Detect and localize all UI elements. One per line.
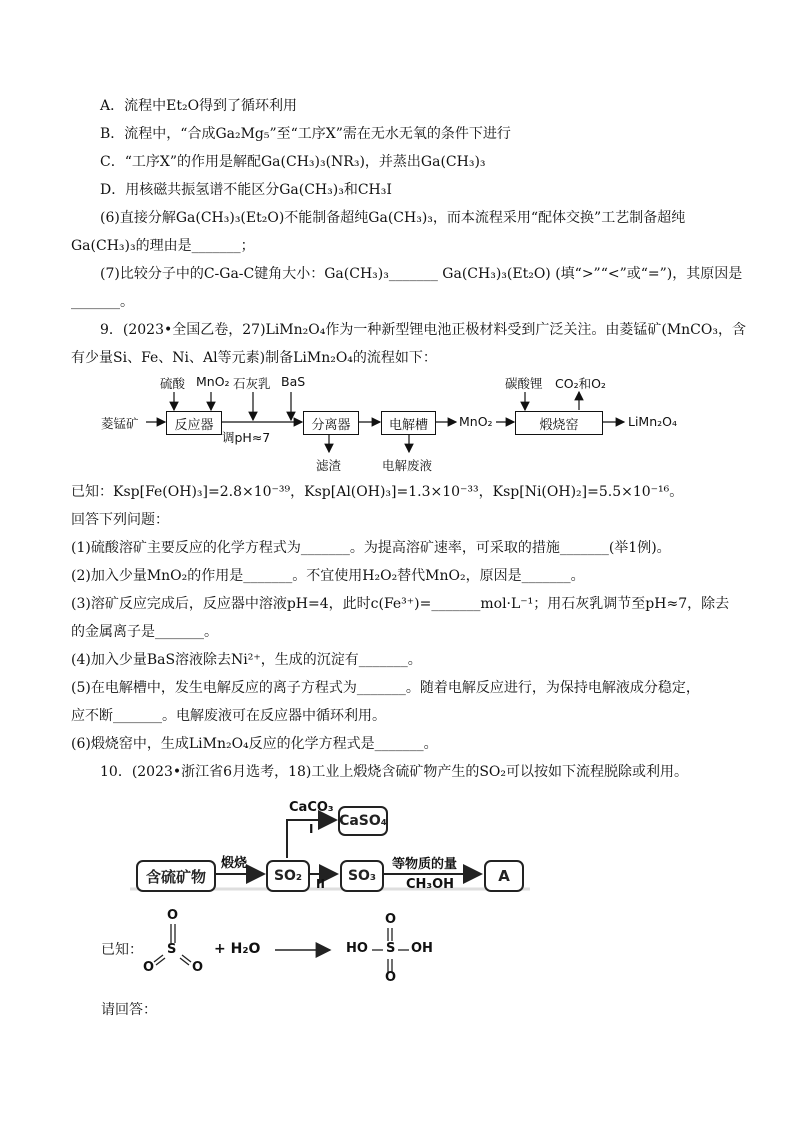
flow-lime: 石灰乳	[233, 376, 271, 391]
q8-sub7-line2: _______。	[71, 294, 134, 310]
q10-step2-label: II	[316, 877, 325, 891]
h2so4-bottom-oxygen: O	[385, 970, 397, 985]
q9-sub3-line2: 的金属离子是_______。	[71, 624, 218, 640]
q10-caso4-box: CaSO₄	[338, 806, 388, 836]
flow-cell-box: 电解槽	[381, 411, 436, 435]
flow-acid: 硫酸	[160, 376, 186, 391]
q10-ch3oh-label: CH₃OH	[406, 877, 455, 892]
so3-right-oxygen: O	[192, 960, 204, 975]
q10-so3-box: SO₃	[340, 860, 384, 892]
q10-so2-box: SO₂	[266, 860, 310, 892]
flow-co2o2: CO₂和O₂	[555, 376, 606, 391]
flow-kiln-box: 煅烧窑	[515, 411, 603, 435]
so3-sulfur: S	[167, 942, 177, 957]
flow-li2co3: 碳酸锂	[505, 376, 543, 391]
q9-sub2: (2)加入少量MnO₂的作用是_______。不宜使用H₂O₂替代MnO₂，原因是_______。	[71, 568, 585, 584]
q9-sub5-line1: (5)在电解槽中，发生电解反应的离子方程式为_______。随着电解反应进行，为保持电解液成分稳定，	[71, 680, 700, 696]
q10-known-label: 已知：	[101, 942, 143, 958]
flow-waste: 电解废液	[382, 458, 433, 473]
flow-final: LiMn₂O₄	[628, 414, 678, 429]
h2so4-right-oh: OH	[411, 941, 433, 956]
q10-mineral-box: 含硫矿物	[136, 860, 216, 892]
q9-sub4: (4)加入少量BaS溶液除去Ni²⁺，生成的沉淀有_______。	[71, 652, 422, 668]
q10-intro: 10．(2023•浙江省6月选考，18)工业上煅烧含硫矿物产生的SO₂可以按如下流程脱除或利用。	[100, 764, 689, 780]
q9-sub1: (1)硫酸溶矿主要反应的化学方程式为_______。为提高溶矿速率，可采取的措施_______(举1例)。	[71, 540, 671, 556]
option-a: A．流程中Et₂O得到了循环利用	[100, 98, 298, 114]
flow-reactor-box: 反应器	[166, 411, 222, 435]
so3-left-oxygen: O	[143, 960, 155, 975]
option-b: B．流程中，“合成Ga₂Mg₅”至“工序X”需在无水无氧的条件下进行	[100, 126, 511, 142]
flow-mno2-in: MnO₂	[196, 374, 230, 389]
q10-please-answer: 请回答：	[101, 1002, 157, 1018]
flow-ph: 调pH≈7	[222, 430, 271, 445]
h2so4-sulfur: S	[386, 941, 396, 956]
flow-separator-box: 分离器	[303, 411, 359, 435]
plus-water: + H₂O	[214, 941, 261, 957]
q9-answer-prompt: 回答下列问题：	[71, 512, 169, 528]
q8-sub6-line2: Ga(CH₃)₃的理由是_______；	[71, 238, 255, 254]
q10-a-box: A	[484, 860, 524, 892]
q9-sub5-line2: 应不断_______。电解废液可在反应器中循环利用。	[71, 708, 386, 724]
so3-top-oxygen: O	[167, 908, 179, 923]
flow-ore: 菱锰矿	[101, 416, 139, 431]
q10-equal-amount-label: 等物质的量	[392, 857, 458, 872]
h2so4-left-ho: HO	[346, 941, 368, 956]
q9-intro-line2: 有少量Si、Fe、Ni、Al等元素)制备LiMn₂O₄的流程如下：	[71, 350, 437, 366]
q10-calcine-label: 煅烧	[221, 856, 248, 871]
option-d: D．用核磁共振氢谱不能区分Ga(CH₃)₃和CH₃I	[100, 182, 392, 198]
q10-caco3-label: CaCO₃	[289, 800, 334, 815]
q8-sub7-line1: (7)比较分子中的C-Ga-C键角大小：Ga(CH₃)₃_______ Ga(CH₃)₃(Et₂O) (填“>”“<”或“=”)，其原因是	[100, 266, 743, 282]
option-c: C．“工序X”的作用是解配Ga(CH₃)₃(NR₃)，并蒸出Ga(CH₃)₃	[100, 154, 486, 170]
q9-intro-line1: 9．(2023•全国乙卷，27)LiMn₂O₄作为一种新型锂电池正极材料受到广泛关注。由菱锰矿(MnCO₃，含	[100, 322, 746, 338]
q9-sub6: (6)煅烧窑中，生成LiMn₂O₄反应的化学方程式是_______。	[71, 736, 438, 752]
q10-step1-label: I	[309, 822, 314, 836]
h2so4-top-oxygen: O	[385, 912, 397, 927]
q9-sub3-line1: (3)溶矿反应完成后，反应器中溶液pH=4，此时c(Fe³⁺)=_______mol·L⁻¹；用石灰乳调节至pH≈7，除去	[71, 596, 730, 612]
q8-sub6-line1: (6)直接分解Ga(CH₃)₃(Et₂O)不能制备超纯Ga(CH₃)₃，而本流程采用“配体交换”工艺制备超纯	[100, 210, 686, 226]
q9-known: 已知：Ksp[Fe(OH)₃]=2.8×10⁻³⁹，Ksp[Al(OH)₃]=1.3×10⁻³³，Ksp[Ni(OH)₂]=5.5×10⁻¹⁶。	[71, 484, 684, 500]
flow-bas: BaS	[281, 374, 306, 389]
flow-residue: 滤渣	[316, 458, 342, 473]
flow-mno2-out: MnO₂	[459, 414, 493, 429]
